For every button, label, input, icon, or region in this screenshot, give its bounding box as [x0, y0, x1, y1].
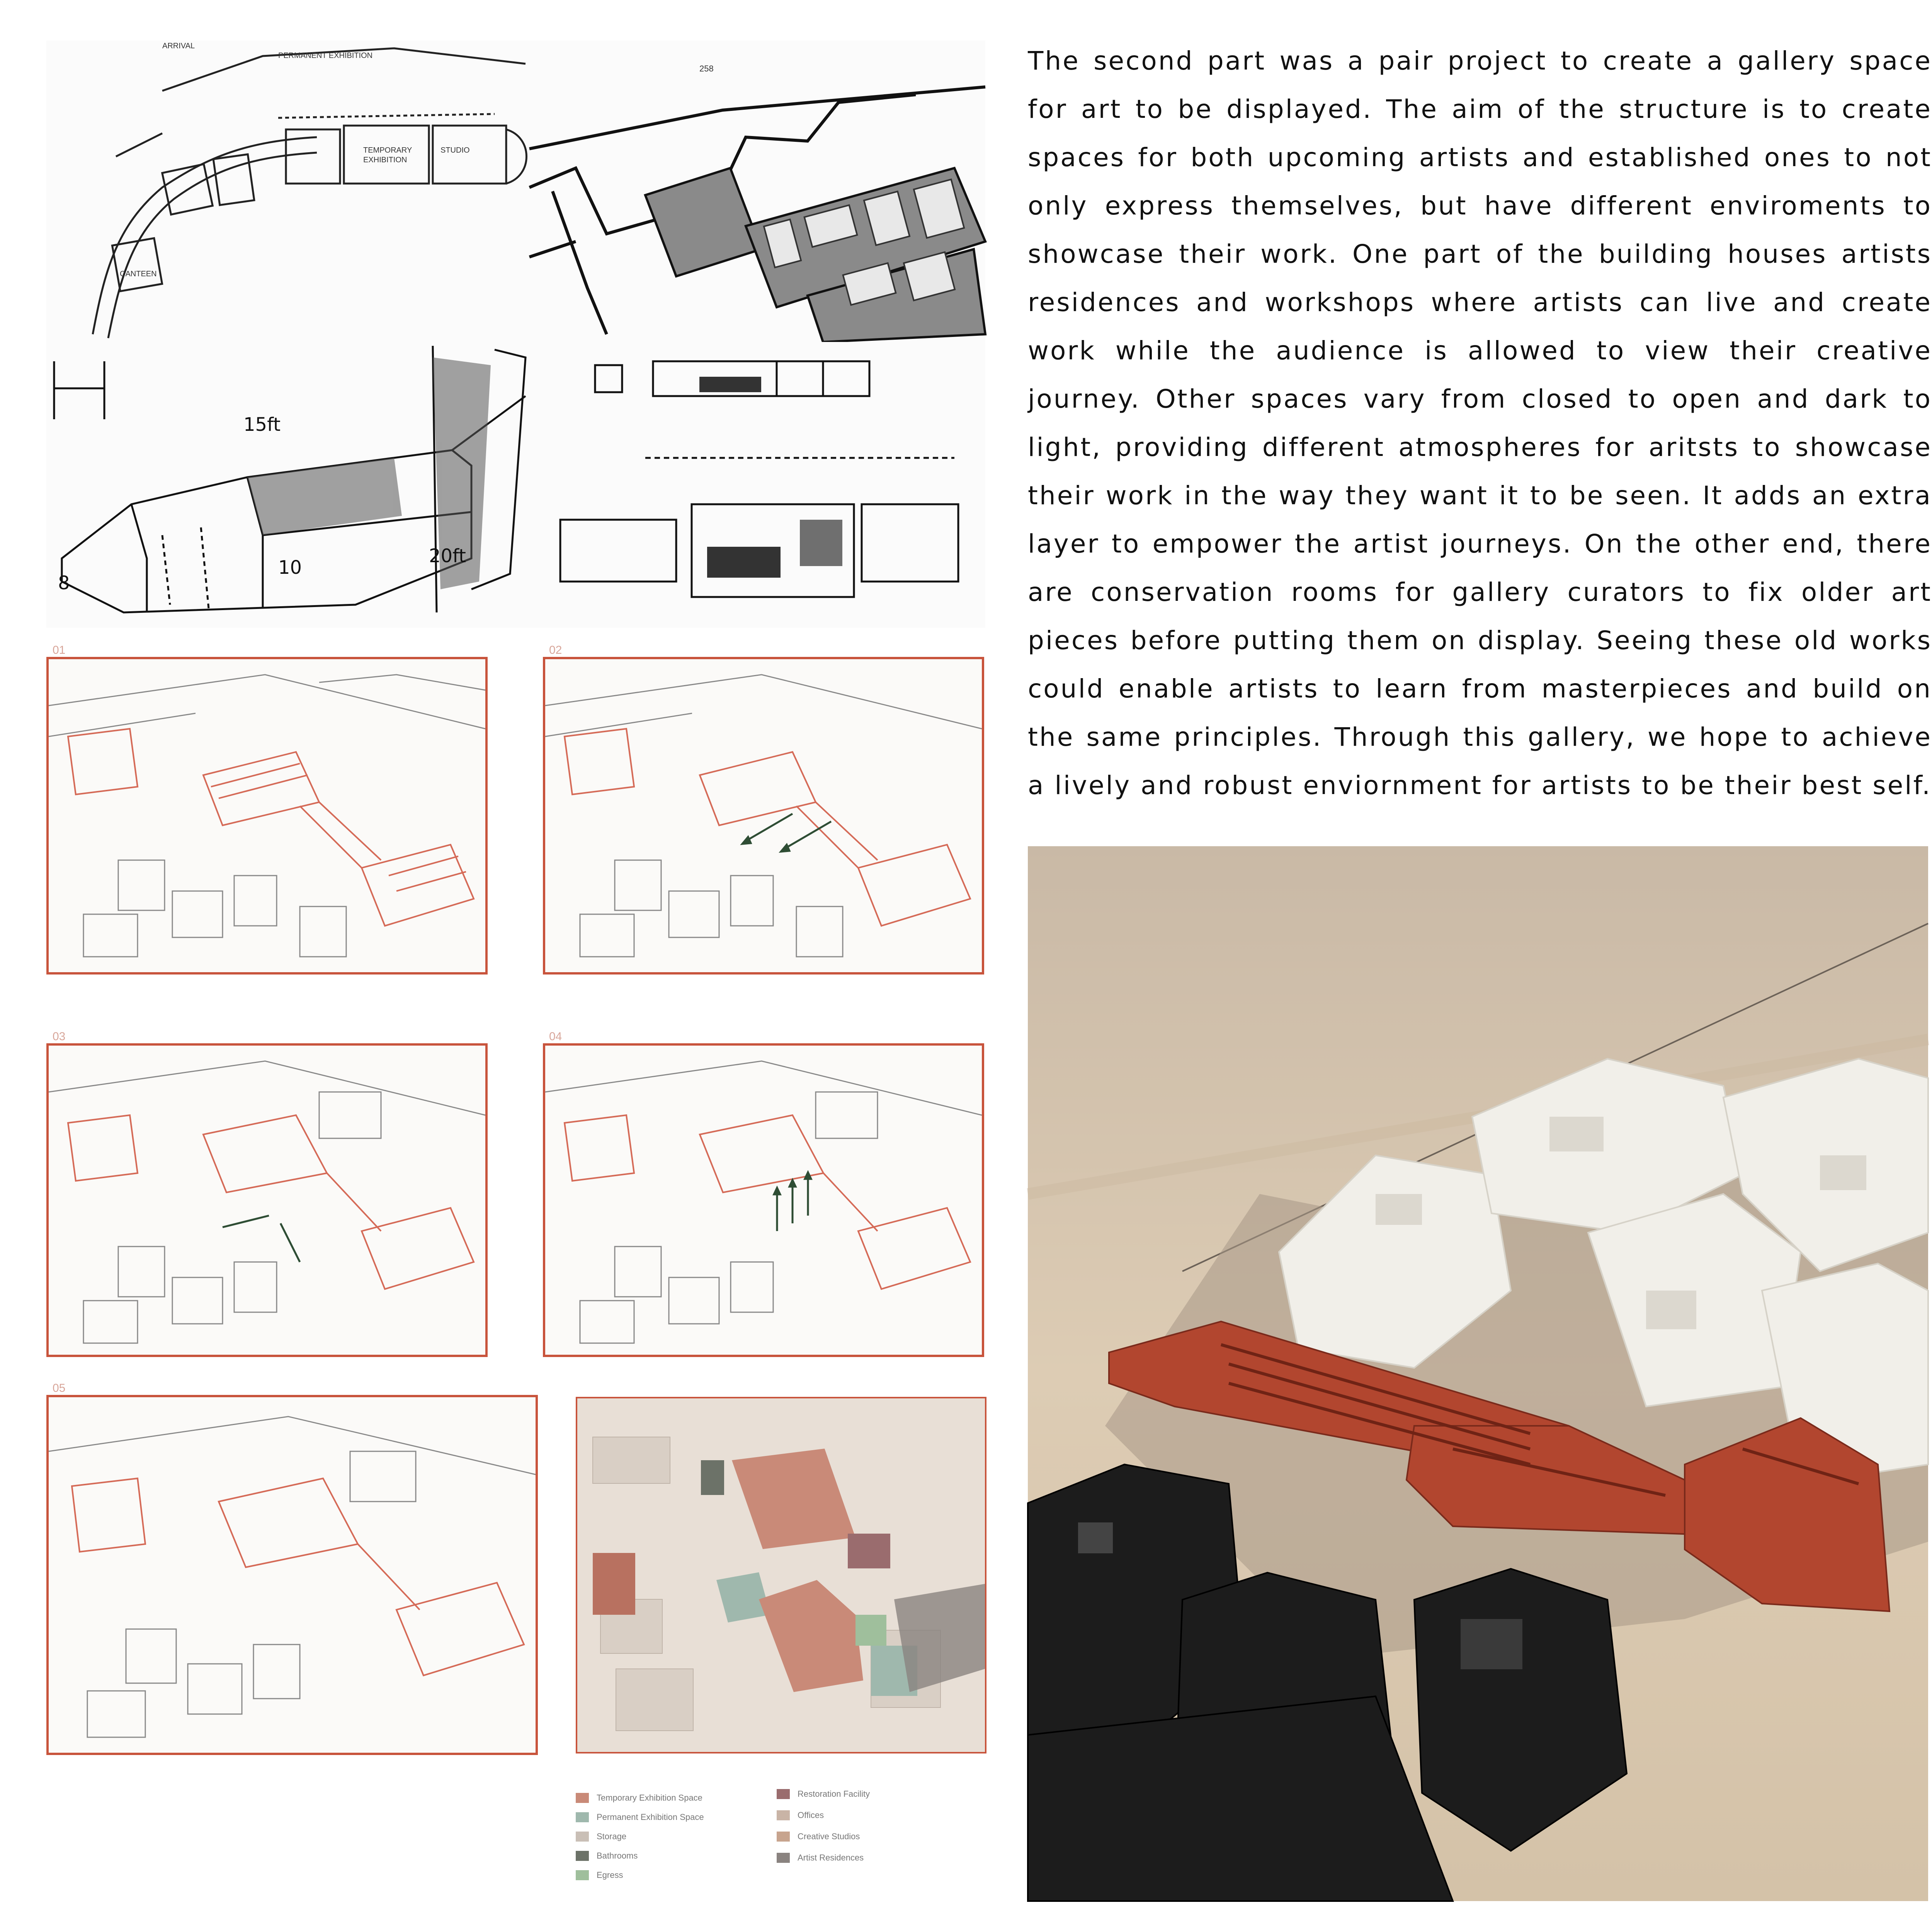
legend-item	[777, 1832, 860, 1842]
legend-item	[777, 1789, 870, 1799]
diagram-number: 03	[53, 1030, 66, 1043]
floorplan-sketch	[529, 342, 985, 628]
diagram-04-drawing	[545, 1046, 982, 1355]
legend-item	[576, 1793, 702, 1803]
diagram-02-drawing	[545, 659, 982, 972]
legend-swatch	[777, 1810, 790, 1820]
plan-sketch-drawing	[529, 41, 985, 342]
legend-swatch	[576, 1832, 589, 1842]
legend-swatch	[576, 1870, 589, 1880]
svg-text:ARRIVAL: ARRIVAL	[162, 42, 195, 50]
legend-item	[777, 1853, 864, 1863]
diagram-05-drawing	[49, 1397, 536, 1753]
front-elevation	[46, 1917, 1920, 1932]
legend-label: Creative Studios	[798, 1832, 860, 1841]
site-sketch-drawing	[46, 41, 529, 342]
legend-swatch	[576, 1793, 589, 1803]
diagram-01-drawing	[49, 659, 485, 972]
site-sketch	[46, 41, 529, 342]
diagram-number: 04	[549, 1030, 562, 1043]
legend-label: Temporary Exhibition Space	[597, 1793, 702, 1803]
svg-text:PERMANENT EXHIBITION: PERMANENT EXHIBITION	[278, 51, 373, 60]
floorplan-sketch-drawing	[529, 342, 985, 628]
project-description: The second part was a pair project to create a gallery space for art to be displayed. The aim of the structure is to create spaces for both upcoming artists and established ones to not only express themselves, but have different enviroments to showcase their work. One part of the building houses artists residences and workshops where artists can live and create work while the audience is allowed to view their creative journey. Other spaces vary from closed to open and dark to light, providing different atmospheres for aritsts to showcase their work in the way they want it to be seen. It adds an extra layer to empower the artist journeys. On the other end, there are conservation rooms for gallery curators to fix older art pieces before putting them on display. Seeing these old works could enable artists to learn from masterpieces and build on the same principles. Through this gallery, we hope to achieve a lively and robust enviornment for artists to be their best self.	[1028, 46, 1932, 800]
model-photo-drawing	[1028, 846, 1928, 1901]
plan-sketch	[529, 41, 985, 342]
program-axonometric	[576, 1397, 986, 1753]
legend-label: Permanent Exhibition Space	[597, 1812, 704, 1822]
massing-sketch	[46, 342, 529, 628]
diagram-step-05	[46, 1382, 538, 1755]
diagram-step-03	[46, 1030, 488, 1357]
legend-item	[576, 1870, 623, 1880]
diagram-number: 05	[53, 1382, 66, 1395]
legend-label: Egress	[597, 1870, 623, 1880]
legend-item	[576, 1851, 638, 1861]
sketch-label-15ft: 15ft	[243, 414, 281, 435]
svg-text:CANTEEN: CANTEEN	[120, 270, 157, 278]
diagram-step-02	[543, 644, 984, 975]
diagram-step-01	[46, 644, 488, 975]
legend-label: Storage	[597, 1832, 627, 1841]
diagram-number: 02	[549, 644, 562, 656]
legend-swatch	[777, 1832, 790, 1842]
svg-text:EXHIBITION: EXHIBITION	[363, 156, 407, 164]
diagram-03-drawing	[49, 1046, 485, 1355]
svg-text:STUDIO: STUDIO	[440, 146, 470, 155]
legend-swatch	[576, 1812, 589, 1822]
legend-swatch	[777, 1789, 790, 1799]
front-elevation-drawing	[46, 1917, 1920, 1932]
legend-swatch	[777, 1853, 790, 1863]
legend-label: Artist Residences	[798, 1853, 864, 1862]
legend-swatch	[576, 1851, 589, 1861]
legend-label: Bathrooms	[597, 1851, 638, 1861]
diagram-step-04	[543, 1030, 984, 1357]
diagram-number: 01	[53, 644, 66, 656]
model-photo	[1028, 846, 1928, 1901]
legend-item	[576, 1812, 704, 1822]
sketch-label-10: 10	[278, 557, 302, 578]
legend-label: Restoration Facility	[798, 1789, 870, 1799]
svg-text:TEMPORARY: TEMPORARY	[363, 146, 412, 155]
massing-sketch-drawing	[46, 342, 529, 628]
legend-label: Offices	[798, 1810, 824, 1820]
legend-item	[777, 1810, 824, 1820]
legend-item	[576, 1832, 626, 1842]
sketch-label-20ft: 20ft	[429, 545, 466, 567]
sketch-label-8: 8	[58, 572, 70, 594]
program-axonometric-drawing	[577, 1398, 985, 1752]
svg-text:258: 258	[699, 64, 714, 73]
